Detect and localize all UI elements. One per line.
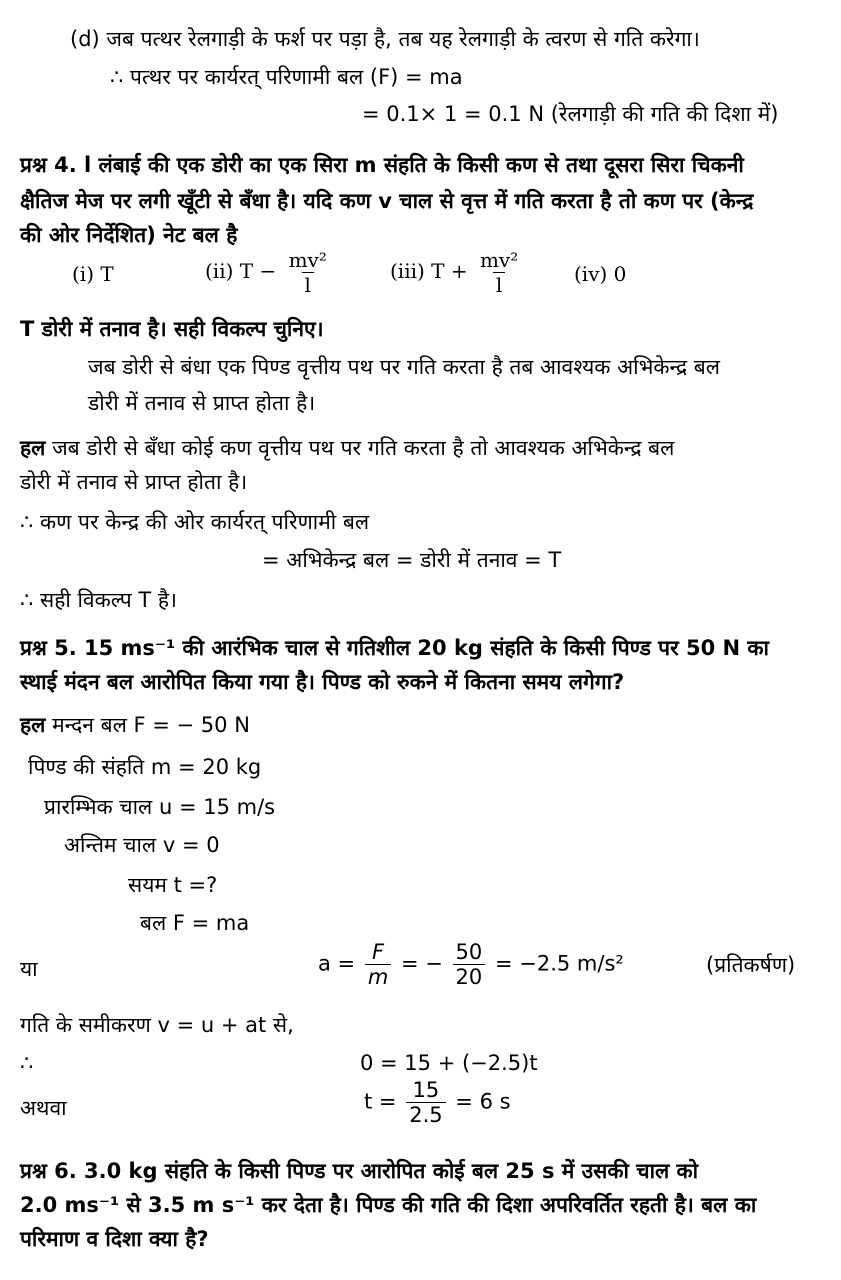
sol5-force: हल मन्दन बल F = − 50 N <box>20 713 250 737</box>
sol5-final-speed: अन्तिम चाल v = 0 <box>64 833 220 857</box>
fraction-mv2-over-l: $\frac{\text{mv²}}{l}$ <box>479 248 519 297</box>
q4-note-line1: जब डोरी से बंधा एक पिण्ड वृत्तीय पथ पर गति करता है तब आवश्यक अभिकेन्द्र बल <box>88 355 721 379</box>
q4-after: T डोरी में तनाव है। सही विकल्प चुनिए। <box>20 317 324 341</box>
sol4-line4: = अभिकेन्द्र बल = डोरी में तनाव = T <box>262 548 562 572</box>
q4-option-i: (i) T <box>72 262 114 286</box>
q4-option-iv: (iv) 0 <box>574 262 627 286</box>
sol5-time-eq: t = $\frac{15}{2.5}$ = 6 s <box>364 1078 511 1127</box>
q4-text-line2: क्षैतिज मेज पर लगी खूँटी से बँधा है। यदि कण v चाल से वृत्त में गति करता है तो कण पर (केन्द्र <box>20 189 754 213</box>
sol5-eq1: 0 = 15 + (−2.5)t <box>360 1051 538 1075</box>
solution-label: हल <box>20 436 46 460</box>
sol5-eq-intro: गति के समीकरण v = u + at से, <box>20 1013 294 1037</box>
sol5-retardation-note: (प्रतिकर्षण) <box>706 953 796 977</box>
sol5-acceleration-eq: a = $\frac{F}{m}$ = − $\frac{50}{20}$ = −2.5 m/s² <box>318 940 624 989</box>
fraction-50-over-20: $\frac{50}{20}$ <box>453 940 486 989</box>
q5-line1: प्रश्न 5. 15 ms⁻¹ की आरंभिक चाल से गतिशील 20 kg संहति के किसी पिण्ड पर 50 N का <box>20 636 769 660</box>
sol4-line2: डोरी में तनाव से प्राप्त होता है। <box>20 470 248 494</box>
q3d-line1: (d) जब पत्थर रेलगाड़ी के फर्श पर पड़ा है, तब यह रेलगाड़ी के त्वरण से गति करेगा। <box>70 27 700 51</box>
question-5-label: प्रश्न 5. <box>20 636 77 660</box>
q4-note-line2: डोरी में तनाव से प्राप्त होता है। <box>88 391 316 415</box>
solution-label: हल <box>20 713 46 737</box>
q6-line3: परिमाण व दिशा क्या है? <box>20 1227 209 1251</box>
question-4-label: प्रश्न 4. <box>20 153 77 177</box>
question-6-label: प्रश्न 6. <box>20 1159 77 1183</box>
fraction-mv2-over-l: $\frac{\text{mv²}}{l}$ <box>288 248 327 297</box>
fraction-f-over-m: $\frac{F}{m}$ <box>365 940 391 989</box>
sol5-athva: अथवा <box>20 1096 67 1120</box>
sol5-time: सयम t =? <box>128 873 218 897</box>
q6-line1: प्रश्न 6. 3.0 kg संहति के किसी पिण्ड पर आरोपित कोई बल 25 s में उसकी चाल को <box>20 1159 699 1183</box>
sol5-fma: बल F = ma <box>140 911 250 935</box>
sol4-line1: हल जब डोरी से बँधा कोई कण वृत्तीय पथ पर गति करता है तो आवश्यक अभिकेन्द्र बल <box>20 436 675 460</box>
fraction-15-over-2.5: $\frac{15}{2.5}$ <box>406 1078 445 1127</box>
q4-text-line3: की ओर निर्देशित) नेट बल है <box>20 223 238 247</box>
q4-option-iii: (iii) T + $\frac{\text{mv²}}{l}$ <box>390 248 524 297</box>
q3d-line2: ∴ पत्थर पर कार्यरत् परिणामी बल (F) = ma <box>110 65 463 89</box>
q4-text-line1: प्रश्न 4. l लंबाई की एक डोरी का एक सिरा m संहति के किसी कण से तथा दूसरा सिरा चिकनी <box>20 153 744 177</box>
sol4-line5: ∴ सही विकल्प T है। <box>20 588 177 612</box>
q4-option-ii: (ii) T − $\frac{\text{mv²}}{l}$ <box>205 248 333 297</box>
sol5-mass: पिण्ड की संहति m = 20 kg <box>28 755 262 779</box>
q6-line2: 2.0 ms⁻¹ से 3.5 m s⁻¹ कर देता है। पिण्ड की गति की दिशा अपरिवर्तित रहती है। बल का <box>20 1193 757 1217</box>
sol5-therefore: ∴ <box>20 1051 34 1075</box>
q3d-line3: = 0.1× 1 = 0.1 N (रेलगाड़ी की गति की दिशा में) <box>362 102 779 126</box>
sol5-initial-speed: प्रारम्भिक चाल u = 15 m/s <box>44 795 276 819</box>
q5-line2: स्थाई मंदन बल आरोपित किया गया है। पिण्ड को रुकने में कितना समय लगेगा? <box>20 670 625 694</box>
sol5-ya: या <box>20 957 38 981</box>
sol4-line3: ∴ कण पर केन्द्र की ओर कार्यरत् परिणामी बल <box>20 510 370 534</box>
